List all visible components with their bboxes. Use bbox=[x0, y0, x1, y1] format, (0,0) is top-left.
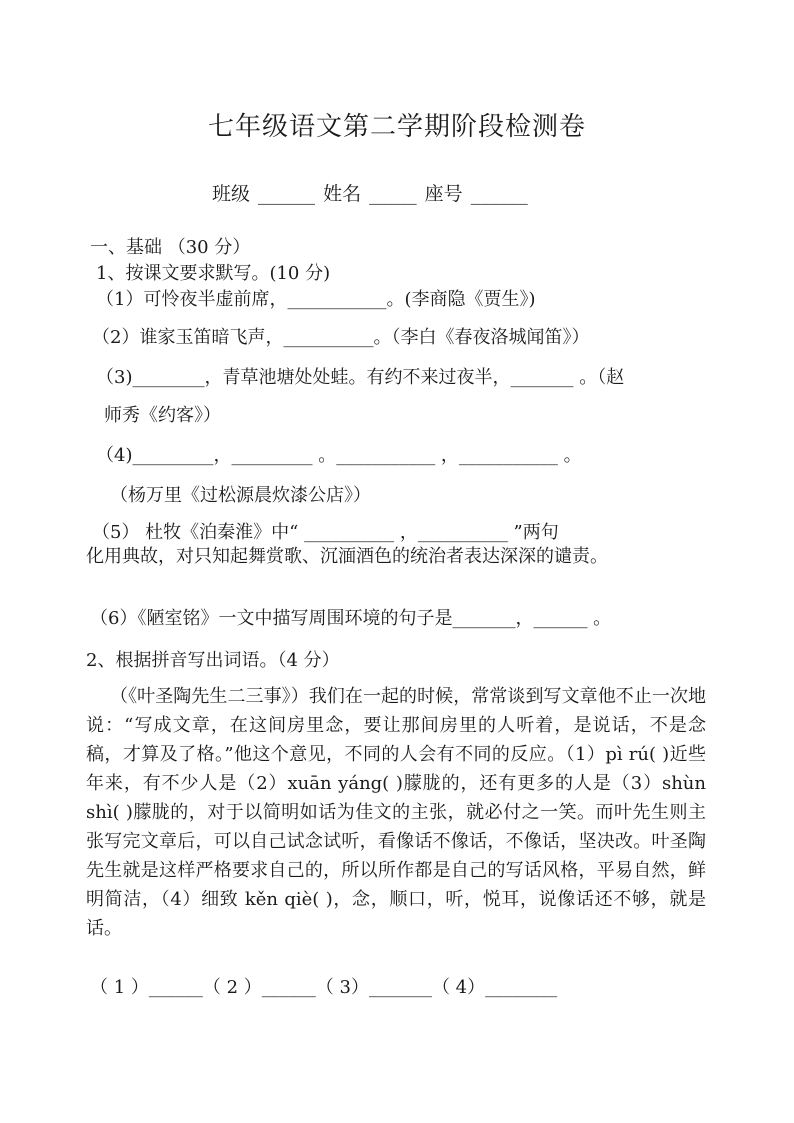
question-1-item-3-continued: 师秀《约客》） bbox=[104, 405, 221, 426]
question-1-item-6: （6）《陋室铭》一文中描写周围环境的句子是_______，______ 。 bbox=[90, 608, 612, 629]
section-heading: 一、基础 （30 分） bbox=[90, 237, 251, 258]
answer-blanks-line: （ 1 ）______（ 2 ）______（ 3）_______（ 4）________ bbox=[90, 977, 558, 998]
question-1-heading: 1、按课文要求默写。(10 分) bbox=[96, 263, 331, 284]
reading-passage bbox=[86, 682, 706, 943]
student-info-line: 班级 ______ 姓名 _____ 座号 ______ bbox=[212, 183, 528, 205]
question-1-item-3: （3)________，青草池塘处处蛙。有约不来过夜半，_______ 。（赵 bbox=[96, 367, 625, 388]
question-1-item-5-continued: 化用典故，对只知起舞赏歌、沉湎酒色的统治者表达深深的谴责。 bbox=[86, 546, 608, 567]
question-1-item-1: （1）可怜夜半虚前席，___________。(李商隐《贾生》) bbox=[96, 289, 536, 310]
question-1-item-4: （4)_________，_________ 。___________ ，___________ 。 bbox=[96, 445, 582, 466]
question-1-item-4-source: （杨万里《过松源晨炊漆公店》） bbox=[110, 485, 371, 506]
passage-text: （《叶圣陶先生二三事》）我们在一起的时候，常常谈到写文章他不止一次地说：“写成文章，在这间房里念，要让那间房里的人听着，是说话，不是念稿，才算及了格。”他这个意见，不同的人会有不同的反应。（1）pì rú( )近些年来，有不少人是（2）xuān yáng( )朦胧的，还有更多的人是（3）shùn shì( )朦胧的，对于以简明如话为佳文的主张，就必付之一笑。而叶先生则主张写完文章后，可以自己试念试听，看像话不像话，不像话，坚决改。叶圣陶先生就是这样严格要求自己的，所以所作都是自己的写话风格，平易自然，鲜明简洁，（4）细致 kěn qiè( )，念，顺口，听，悦耳，说像话还不够，就是话。 bbox=[86, 686, 706, 939]
question-1-item-5: （5） 杜牧《泊秦淮》中“ __________ ，__________ ”两句 bbox=[92, 522, 559, 543]
page-title: 七年级语文第二学期阶段检测卷 bbox=[207, 112, 586, 142]
question-1-item-2: （2）谁家玉笛暗飞声，__________。（李白《春夜洛城闻笛》） bbox=[92, 327, 590, 348]
question-2-heading: 2、根据拼音写出词语。（4 分） bbox=[86, 650, 340, 671]
